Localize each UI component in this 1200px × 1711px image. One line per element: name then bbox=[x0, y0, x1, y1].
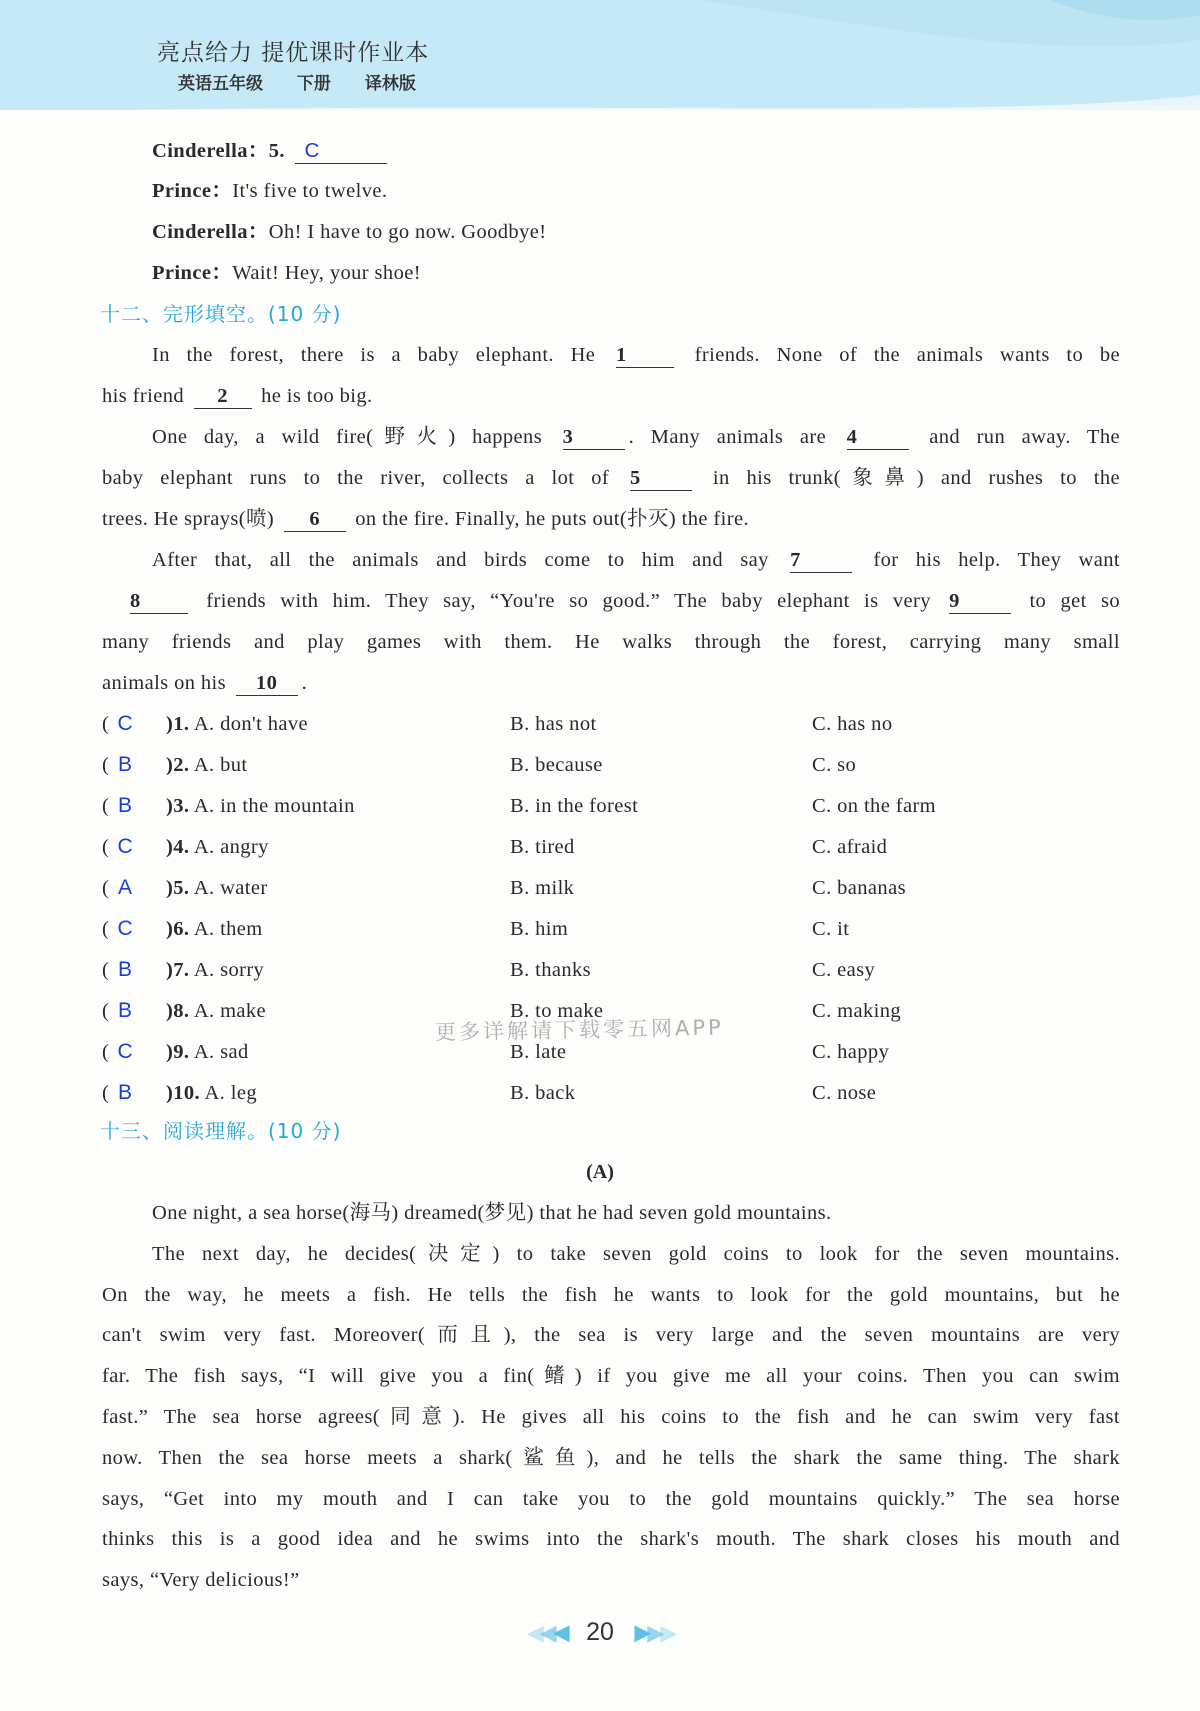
handwritten-answer: C bbox=[117, 835, 134, 858]
answer-paren[interactable] bbox=[102, 710, 141, 738]
passage-text: . Many animals are bbox=[628, 426, 827, 448]
dialogue-text: Oh! I have to go now. Goodbye! bbox=[268, 221, 547, 243]
cloze-blank-6[interactable]: 6 bbox=[284, 507, 346, 532]
answer-paren[interactable] bbox=[102, 1038, 141, 1066]
question-number: )1. bbox=[166, 713, 190, 735]
section-title-reading: 十三、阅读理解。(10 分) bbox=[100, 1119, 342, 1143]
next-arrows-icon: ▶▶▶ bbox=[634, 1619, 674, 1645]
page-number: 20 bbox=[586, 1618, 614, 1646]
book-subtitle bbox=[178, 69, 438, 94]
cloze-blank-9[interactable]: 9 bbox=[949, 589, 1011, 614]
passage-line bbox=[102, 464, 1120, 492]
reading-line: says, “Get into my mouth and I can take you to the gold mountains quickly.” The sea horse bbox=[102, 1488, 1120, 1510]
passage-line bbox=[102, 587, 1120, 615]
passage-text: to get so bbox=[1029, 590, 1121, 612]
passage-text: on the fire. Finally, he puts out(扑灭) the fire. bbox=[355, 508, 749, 530]
reading-line: now. Then the sea horse meets a shark(鲨鱼), and he tells the shark the same thing. The shark bbox=[102, 1447, 1120, 1469]
dialogue-line bbox=[152, 177, 1120, 205]
option-a-text: A. them bbox=[193, 918, 263, 940]
handwritten-answer: C bbox=[117, 917, 134, 940]
passage-line bbox=[152, 546, 1120, 574]
option-a-text: A. but bbox=[193, 754, 248, 776]
page-footer bbox=[0, 1618, 1200, 1647]
reading-line: can't swim very fast. Moreover(而且), the sea is very large and the seven mountains are very bbox=[102, 1324, 1120, 1346]
option-b[interactable]: B. back bbox=[510, 1082, 576, 1104]
option-b[interactable]: B. late bbox=[510, 1041, 567, 1063]
paren-open: ( bbox=[102, 1041, 110, 1063]
dialogue-text: Wait! Hey, your shoe! bbox=[232, 262, 421, 284]
passage-text: After that, all the animals and birds come to him and say bbox=[152, 549, 769, 571]
passage-text: he is too big. bbox=[261, 385, 373, 407]
cloze-blank-5[interactable]: 5 bbox=[630, 466, 692, 491]
reading-line: far. The fish says, “I will give you a fin(鳍) if you give me all your coins. Then you can swim bbox=[102, 1365, 1120, 1387]
option-b[interactable]: B. tired bbox=[510, 836, 575, 858]
section-title-cloze: 十二、完形填空。(10 分) bbox=[100, 302, 342, 326]
question-number: )2. bbox=[166, 754, 190, 776]
paren-open: ( bbox=[102, 713, 110, 735]
option-a-text: A. make bbox=[193, 1000, 267, 1022]
speaker: Prince： bbox=[152, 180, 233, 202]
passage-line bbox=[102, 505, 1120, 533]
reading-line: thinks this is a good idea and he swims into the shark's mouth. The shark closes his mouth and bbox=[102, 1528, 1120, 1550]
watermark-text: 更多详解请下载零五网APP bbox=[434, 1015, 724, 1045]
option-c[interactable]: C. nose bbox=[812, 1082, 877, 1104]
option-c[interactable]: C. bananas bbox=[812, 877, 906, 899]
question-number: )9. bbox=[166, 1041, 190, 1063]
option-c[interactable]: C. making bbox=[812, 1000, 902, 1022]
paren-open: ( bbox=[102, 1000, 110, 1022]
handwritten-answer: B bbox=[118, 794, 133, 817]
passage-text: One day, a wild fire(野火) happens bbox=[152, 426, 543, 448]
option-c[interactable]: C. on the farm bbox=[812, 795, 937, 817]
option-a[interactable] bbox=[166, 1038, 249, 1066]
reading-line: fast.” The sea horse agrees(同意). He gives all his coins to the fish and he can swim very fast bbox=[102, 1406, 1120, 1428]
question-number: )4. bbox=[166, 836, 190, 858]
passage-line: many friends and play games with them. He walks through the forest, carrying many small bbox=[102, 631, 1120, 653]
cloze-blank-7[interactable]: 7 bbox=[790, 548, 852, 573]
passage-text: and run away. The bbox=[929, 426, 1120, 448]
cloze-blank-3[interactable]: 3 bbox=[563, 425, 625, 450]
question-number: )3. bbox=[166, 795, 190, 817]
passage-text: animals on his bbox=[102, 672, 227, 694]
cloze-blank-4[interactable]: 4 bbox=[847, 425, 909, 450]
cloze-blank-8[interactable]: 8 bbox=[130, 589, 188, 614]
question-number: )8. bbox=[166, 1000, 190, 1022]
answer-paren[interactable] bbox=[102, 1079, 141, 1107]
question-number: )7. bbox=[166, 959, 190, 981]
passage-line bbox=[152, 423, 1120, 451]
handwritten-answer: B bbox=[118, 753, 133, 776]
speaker: Cinderella： bbox=[152, 221, 269, 243]
option-b[interactable]: B. in the forest bbox=[510, 795, 639, 817]
passage-line bbox=[102, 669, 1120, 697]
paren-open: ( bbox=[102, 959, 110, 981]
answer-paren[interactable] bbox=[102, 874, 141, 902]
passage-text: baby elephant runs to the river, collects a lot of bbox=[102, 467, 610, 489]
paren-open: ( bbox=[102, 754, 110, 776]
option-a[interactable] bbox=[166, 997, 266, 1025]
reading-line: On the way, he meets a fish. He tells the fish he wants to look for the gold mountains, but he bbox=[102, 1284, 1120, 1306]
reading-part-label: (A) bbox=[586, 1161, 614, 1183]
cloze-blank-1[interactable]: 1 bbox=[616, 343, 674, 368]
handwritten-answer: B bbox=[118, 999, 133, 1022]
option-a-text: A. don't have bbox=[193, 713, 309, 735]
handwritten-answer: C bbox=[304, 139, 320, 162]
passage-line bbox=[102, 382, 1120, 410]
question-number: )10. bbox=[166, 1082, 201, 1104]
speaker: Cinderella： bbox=[152, 140, 269, 162]
option-a[interactable] bbox=[166, 874, 268, 902]
option-a[interactable] bbox=[166, 792, 355, 820]
passage-text: his friend bbox=[102, 385, 184, 407]
question-number: )6. bbox=[166, 918, 190, 940]
dialogue-line bbox=[152, 259, 1120, 287]
option-c[interactable]: C. has no bbox=[812, 713, 893, 735]
option-b[interactable]: B. thanks bbox=[510, 959, 592, 981]
reading-line: says, “Very delicious!” bbox=[102, 1569, 300, 1591]
passage-text: In the forest, there is a baby elephant. He bbox=[152, 344, 596, 366]
handwritten-answer: B bbox=[118, 1081, 133, 1104]
paren-open: ( bbox=[102, 795, 110, 817]
handwritten-answer: C bbox=[117, 1040, 134, 1063]
volume-label: 下册 bbox=[296, 74, 331, 94]
passage-text: for his help. They want bbox=[873, 549, 1121, 571]
handwritten-answer: C bbox=[117, 712, 134, 735]
option-a-text: A. in the mountain bbox=[193, 795, 355, 817]
paren-open: ( bbox=[102, 877, 110, 899]
passage-text: . bbox=[301, 672, 308, 694]
answer-paren[interactable] bbox=[102, 751, 141, 779]
option-a[interactable] bbox=[166, 833, 269, 861]
reading-line: The next day, he decides(决定) to take seven gold coins to look for the seven mountains. bbox=[152, 1243, 1120, 1265]
option-a-text: A. water bbox=[193, 877, 268, 899]
option-b[interactable]: B. because bbox=[510, 754, 603, 776]
subject-label: 英语五年级 bbox=[178, 74, 263, 94]
option-a[interactable] bbox=[166, 710, 308, 738]
paren-open: ( bbox=[102, 836, 110, 858]
answer-paren[interactable] bbox=[102, 915, 141, 943]
answer-paren[interactable] bbox=[102, 792, 141, 820]
option-a-text: A. angry bbox=[193, 836, 269, 858]
paren-open: ( bbox=[102, 918, 110, 940]
option-a[interactable] bbox=[166, 956, 264, 984]
option-a[interactable] bbox=[166, 751, 247, 779]
option-c[interactable]: C. happy bbox=[812, 1041, 890, 1063]
handwritten-answer: B bbox=[118, 958, 133, 981]
passage-text: trees. He sprays(喷) bbox=[102, 508, 275, 530]
passage-text: friends. None of the animals wants to be bbox=[694, 344, 1120, 366]
dialogue-line bbox=[152, 137, 1120, 165]
reading-line: One night, a sea horse(海马) dreamed(梦见) that he had seven gold mountains. bbox=[152, 1202, 832, 1224]
answer-paren[interactable] bbox=[102, 997, 141, 1025]
passage-line bbox=[152, 341, 1120, 369]
book-title: 亮点给力 提优课时作业本 bbox=[157, 40, 430, 66]
question-number: )5. bbox=[166, 877, 190, 899]
answer-paren[interactable] bbox=[102, 956, 141, 984]
handwritten-answer: A bbox=[118, 876, 133, 899]
passage-text: friends with him. They say, “You're so good.” The baby elephant is very bbox=[206, 590, 931, 612]
page-header bbox=[0, 0, 1200, 110]
speaker: Prince： bbox=[152, 262, 233, 284]
answer-blank[interactable] bbox=[295, 139, 387, 164]
option-a[interactable] bbox=[166, 1079, 257, 1107]
passage-text: in his trunk(象鼻) and rushes to the bbox=[712, 467, 1120, 489]
option-c[interactable]: C. so bbox=[812, 754, 857, 776]
paren-open: ( bbox=[102, 1082, 110, 1104]
option-b[interactable]: B. has not bbox=[510, 713, 597, 735]
answer-paren[interactable] bbox=[102, 833, 141, 861]
question-number: 5. bbox=[268, 140, 285, 162]
option-a-text: A. sad bbox=[193, 1041, 249, 1063]
option-b[interactable]: B. him bbox=[510, 918, 569, 940]
edition-label: 译林版 bbox=[364, 74, 416, 94]
cloze-blank-10[interactable]: 10 bbox=[236, 671, 298, 696]
option-a-text: A. leg bbox=[204, 1082, 257, 1104]
dialogue-line bbox=[152, 218, 1120, 246]
option-b[interactable]: B. milk bbox=[510, 877, 575, 899]
cloze-blank-2[interactable]: 2 bbox=[194, 384, 252, 409]
dialogue-text: It's five to twelve. bbox=[232, 180, 388, 202]
option-b[interactable]: B. to make bbox=[510, 1000, 604, 1022]
option-c[interactable]: C. easy bbox=[812, 959, 876, 981]
option-a[interactable] bbox=[166, 915, 263, 943]
prev-arrows-icon: ◀◀◀ bbox=[526, 1619, 566, 1645]
option-c[interactable]: C. it bbox=[812, 918, 850, 940]
option-c[interactable]: C. afraid bbox=[812, 836, 888, 858]
option-a-text: A. sorry bbox=[193, 959, 265, 981]
